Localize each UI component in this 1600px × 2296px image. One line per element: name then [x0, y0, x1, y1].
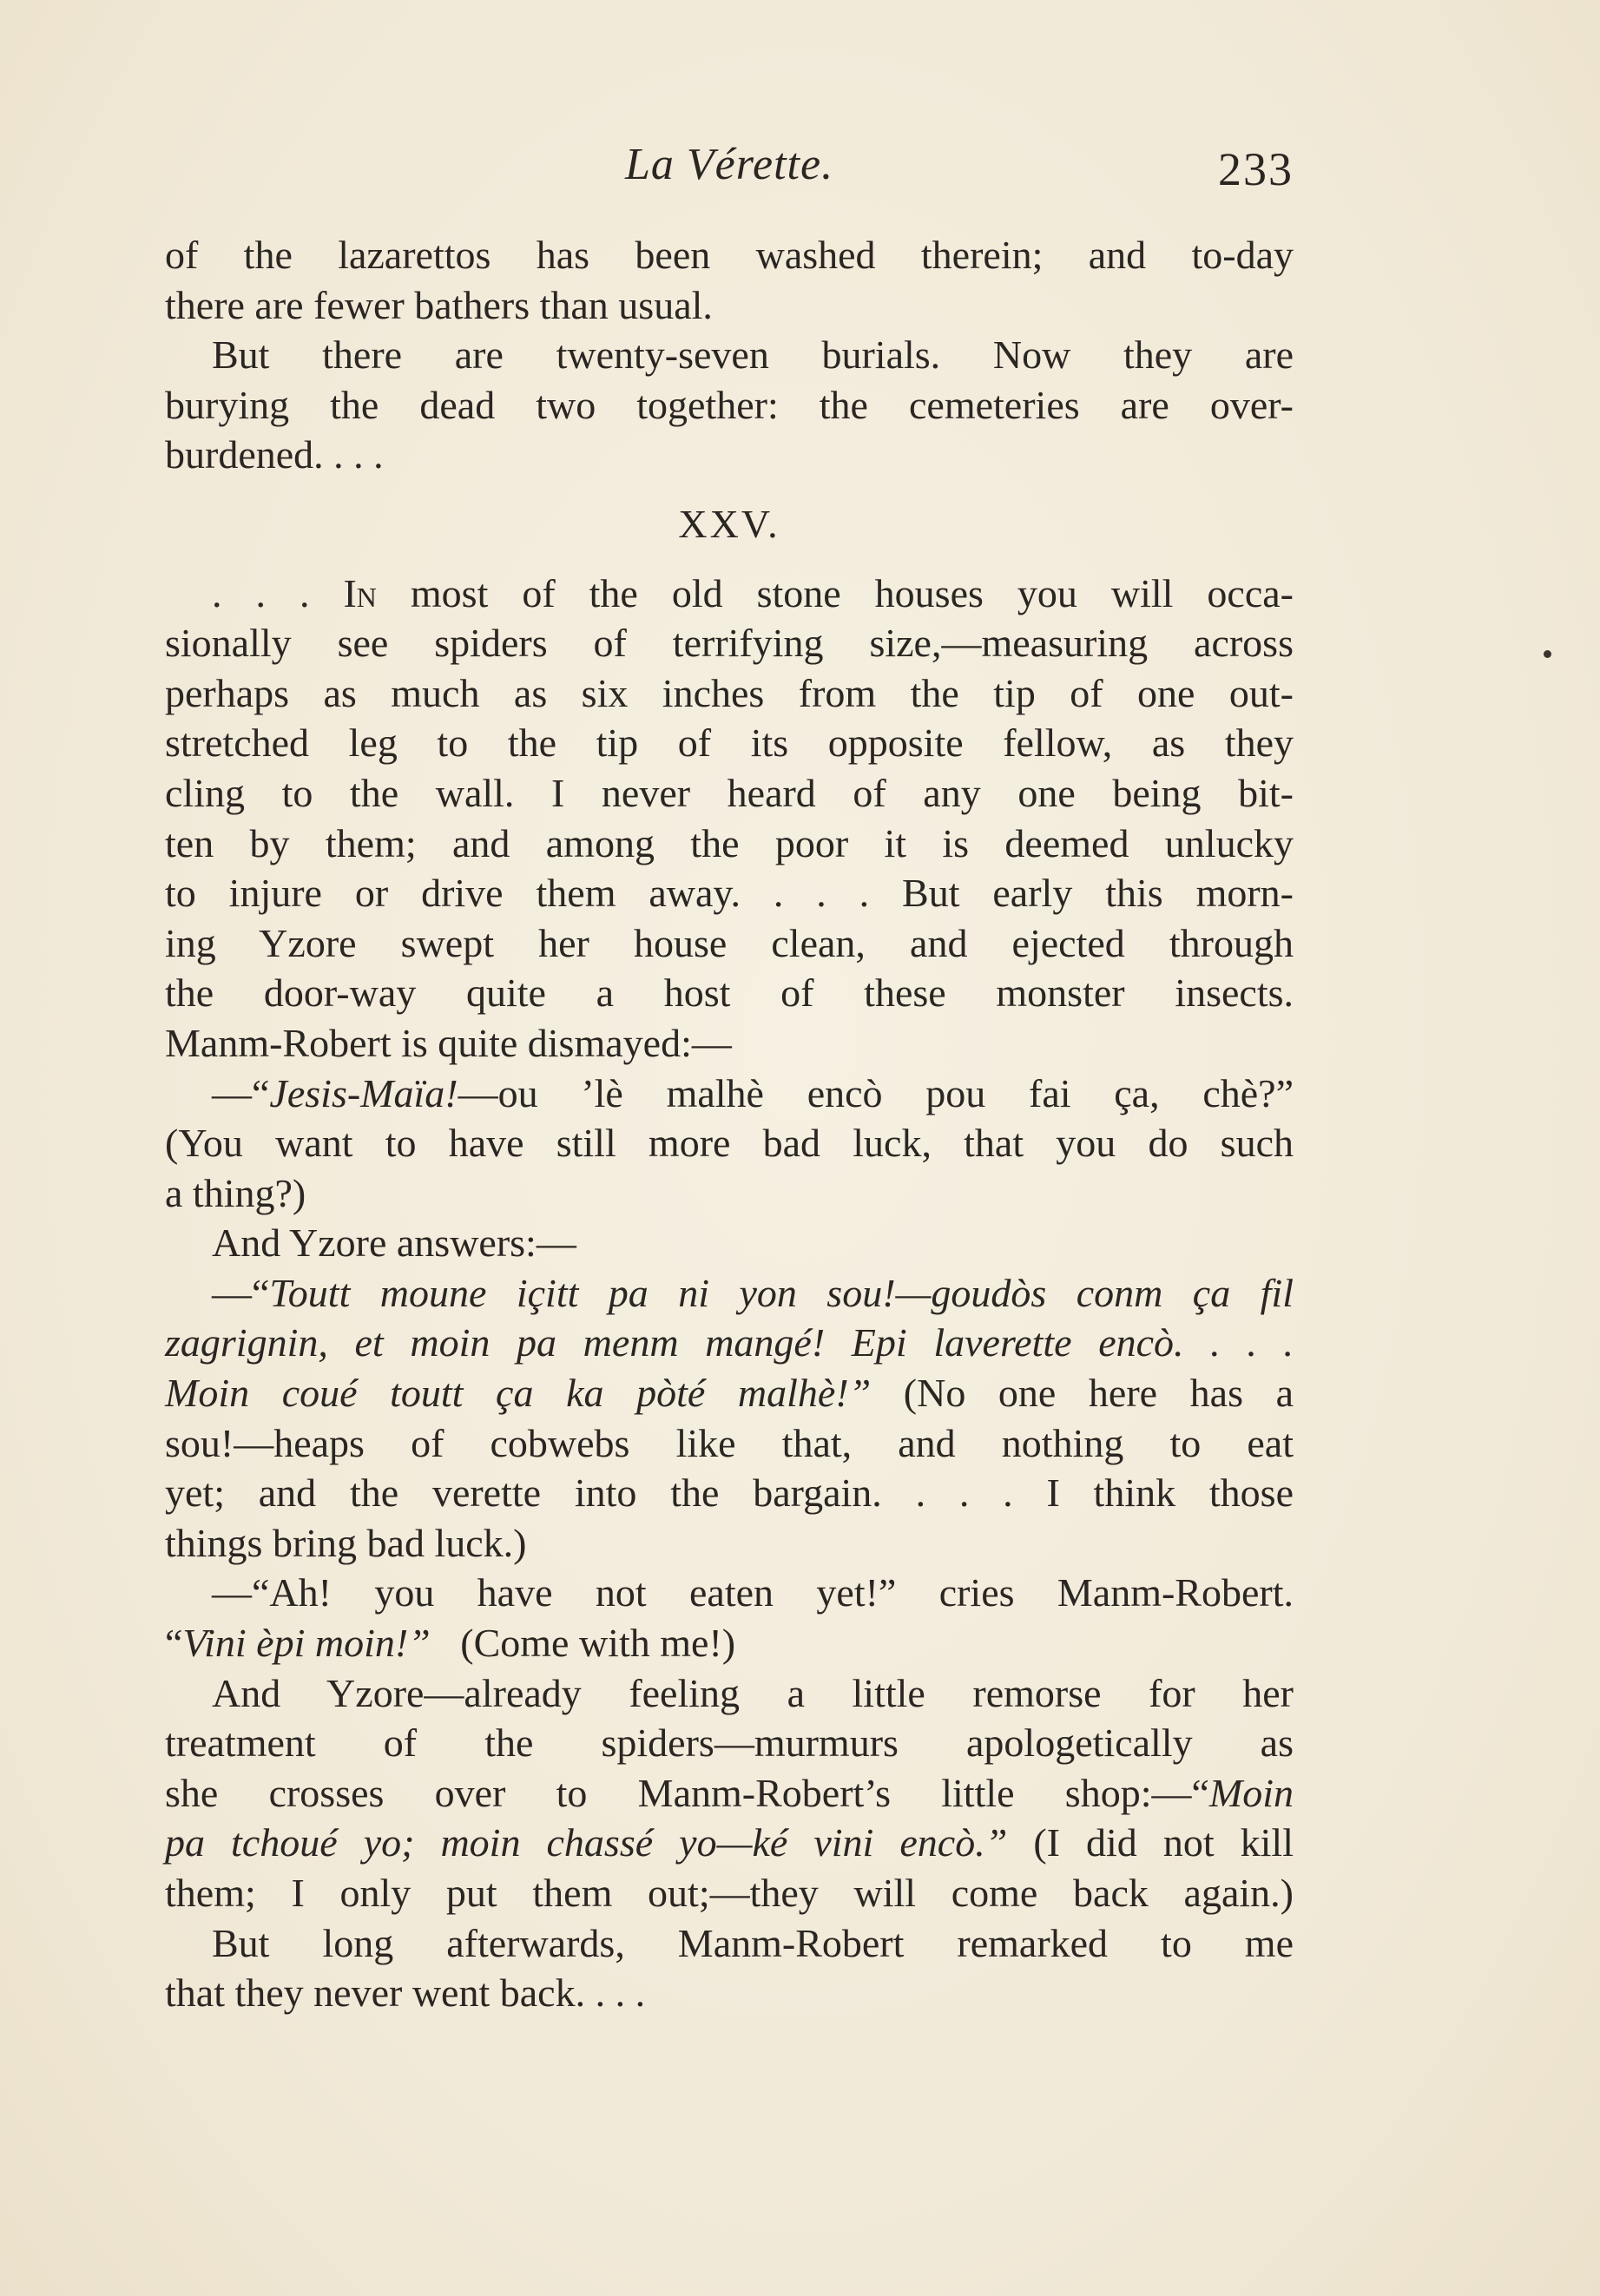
- text-line: And Yzore—already feeling a little remorse for her: [212, 1670, 1294, 1715]
- creole-phrase: Vini èpi moin!”: [182, 1621, 431, 1666]
- text-line: them; I only put them out;—they will come back again.): [165, 1871, 1294, 1915]
- text-line: a thing?): [165, 1170, 306, 1215]
- text-fragment: (Come with me!): [460, 1621, 736, 1666]
- text-line: [165, 1318, 1294, 1368]
- page-number: 233: [1218, 143, 1294, 195]
- text-line: [165, 1768, 1294, 1819]
- text-fragment: “: [165, 1621, 183, 1666]
- text-line: stretched leg to the tip of its opposite fellow, as they: [165, 720, 1294, 766]
- text-line: the door-way quite a host of these monster insects.: [165, 970, 1294, 1016]
- text-line: But long afterwards, Manm-Robert remarked to me: [212, 1920, 1294, 1965]
- running-header: [165, 139, 1294, 208]
- text-line: Manm-Robert is quite dismayed:—: [165, 1020, 732, 1065]
- text-line: [165, 1069, 1294, 1119]
- text-line: sionally see spiders of terrifying size,—measuring across: [165, 621, 1294, 666]
- text-line: treatment of the spiders—murmurs apologetically as: [165, 1720, 1294, 1766]
- creole-phrase: Toutt moune içitt pa ni yon sou!—goudòs conm ça fil: [269, 1270, 1294, 1315]
- text-line: —“Ah! you have not eaten yet!” cries Manm-Robert.: [212, 1570, 1294, 1615]
- text-line: [165, 1368, 1294, 1418]
- body-text: [165, 230, 1294, 2018]
- text-line: of the lazarettos has been washed therein; and to-day: [165, 233, 1294, 277]
- text-fragment: —ou ’lè malhè encò pou fai ça, chè?”: [458, 1070, 1294, 1115]
- creole-phrase: Jesis-Maïa!: [269, 1070, 458, 1115]
- text-line: that they never went back. . . .: [165, 1970, 646, 2016]
- text-fragment: (No one here has a: [903, 1371, 1294, 1416]
- section-lead: . . . In: [212, 570, 377, 615]
- text-fragment: she crosses over to Manm-Robert’s little shop:—“: [165, 1770, 1209, 1815]
- text-fragment: most of the old stone houses you will occa-: [410, 570, 1294, 615]
- text-line: burdened. . . .: [165, 432, 384, 477]
- text-fragment: —“: [212, 1270, 270, 1315]
- text-line: cling to the wall. I never heard of any one being bit-: [165, 770, 1294, 815]
- text-line: And Yzore answers:—: [212, 1220, 576, 1266]
- creole-phrase: Moin: [1208, 1770, 1294, 1815]
- text-line: ing Yzore swept her house clean, and ejected through: [165, 920, 1294, 965]
- section-heading: XXV.: [678, 501, 780, 546]
- text-line: to injure or drive them away. . . . But early this morn-: [165, 871, 1294, 916]
- text-line: burying the dead two together: the cemeteries are over-: [165, 382, 1294, 427]
- text-line: ten by them; and among the poor it is deemed unlucky: [165, 820, 1294, 865]
- text-line: [165, 1618, 1294, 1668]
- text-line: [165, 569, 1294, 619]
- text-fragment: (I did not kill: [1033, 1820, 1294, 1865]
- text-line: there are fewer bathers than usual.: [165, 282, 713, 327]
- text-line: things bring bad luck.): [165, 1520, 527, 1565]
- text-line: sou!—heaps of cobwebs like that, and nothing to eat: [165, 1420, 1294, 1465]
- creole-phrase: zagrignin, et moin pa menm mangé! Epi laverette encò. . . .: [165, 1320, 1294, 1365]
- text-line: (You want to have still more bad luck, that you do such: [165, 1121, 1294, 1166]
- creole-phrase: pa tchoué yo; moin chassé yo—ké vini encò.”: [165, 1820, 1008, 1865]
- text-line: [165, 1268, 1294, 1319]
- text-fragment: —“: [212, 1070, 270, 1115]
- creole-phrase: Moin coué toutt ça ka pòté malhè!”: [165, 1371, 872, 1416]
- text-line: perhaps as much as six inches from the tip of one out-: [165, 670, 1294, 715]
- running-title: La Vérette.: [624, 140, 834, 189]
- ink-speck: [1544, 650, 1551, 658]
- text-line: But there are twenty-seven burials. Now they are: [212, 332, 1294, 378]
- text-line: [165, 1818, 1294, 1868]
- text-line: yet; and the verette into the bargain. . . . I think those: [165, 1470, 1294, 1516]
